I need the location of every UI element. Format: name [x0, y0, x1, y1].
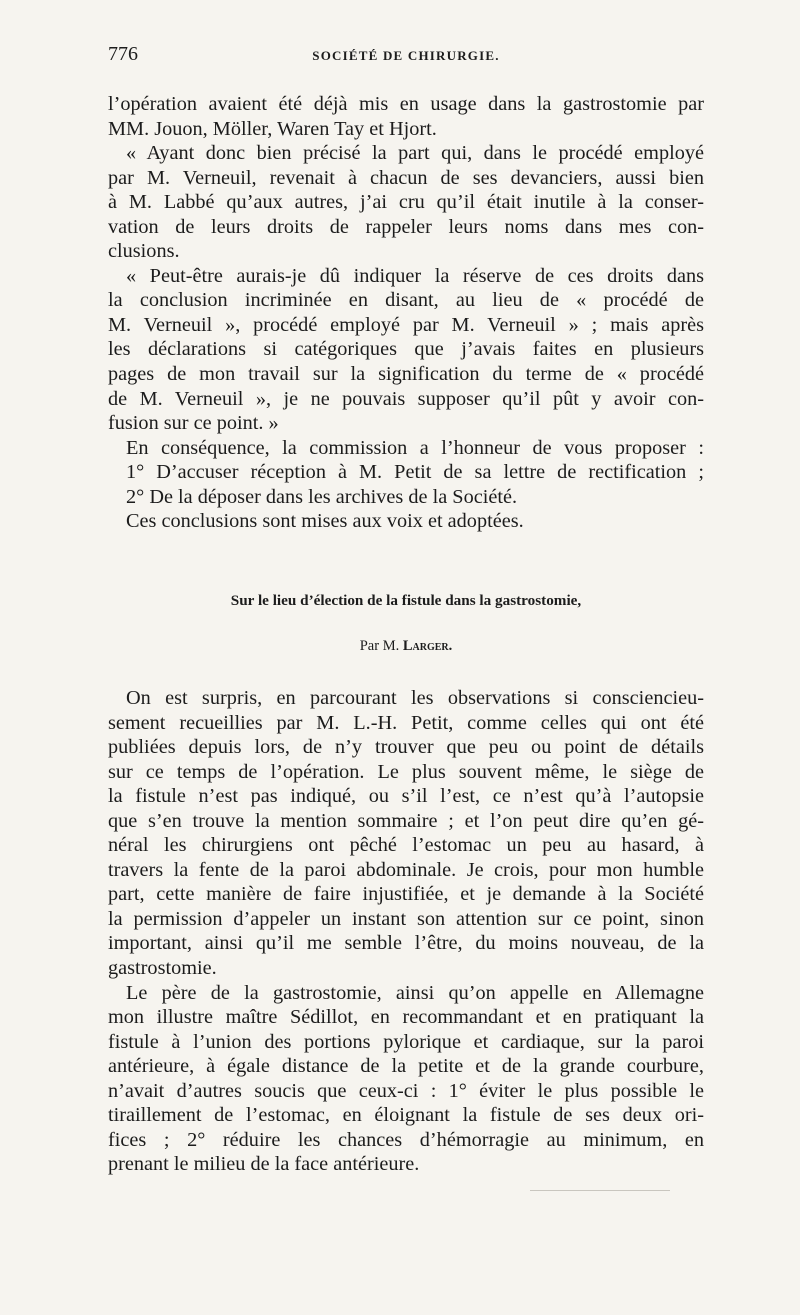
text-line: les déclarations si catégoriques que j’avais faites en plusieurs: [108, 338, 704, 361]
author-name: Larger.: [402, 638, 453, 654]
page-number: 776: [108, 43, 138, 65]
text-line: travers la fente de la paroi abdominale. Je crois, pour mon humble: [108, 858, 704, 881]
text-line: 2° De la déposer dans les archives de la Société.: [126, 485, 518, 508]
article-text: [108, 686, 704, 1177]
text-line: important, ainsi qu’il me semble l’être, du moins nouveau, de la: [108, 932, 704, 955]
text-line: sement recueillies par M. L.-H. Petit, comme celles qui ont été: [108, 711, 704, 734]
text-line: « Ayant donc bien précisé la part qui, dans le procédé employé: [126, 142, 704, 165]
text-line: Le père de la gastrostomie, ainsi qu’on appelle en Allemagne: [126, 981, 704, 1004]
text-line: Ces conclusions sont mises aux voix et adoptées.: [126, 510, 524, 533]
text-line: de M. Verneuil », je ne pouvais supposer qu’il pût y avoir con-: [108, 387, 704, 410]
text-line: la fistule n’est pas indiqué, ou s’il l’est, ce n’est qu’à l’autopsie: [108, 785, 704, 808]
text-line: « Peut-être aurais-je dû indiquer la réserve de ces droits dans: [126, 264, 704, 287]
page-header: [108, 43, 704, 69]
text-line: 1° D’accuser réception à M. Petit de sa lettre de rectification ;: [126, 461, 704, 484]
text-line: sur ce temps de l’opération. Le plus souvent même, le siège de: [108, 760, 704, 783]
text-line: gastrostomie.: [108, 957, 217, 980]
text-line: part, cette manière de faire injustifiée, et je demande à la Société: [108, 883, 704, 906]
text-line: la permission d’appeler un instant son attention sur ce point, sinon: [108, 907, 704, 930]
section-author: [108, 638, 704, 655]
text-line: M. Verneuil », procédé employé par M. Verneuil » ; mais après: [108, 313, 704, 336]
author-prefix: Par M.: [359, 638, 403, 654]
text-line: tiraillement de l’estomac, en éloignant la fistule de ses deux ori-: [108, 1104, 704, 1127]
text-line: MM. Jouon, Möller, Waren Tay et Hjort.: [108, 117, 437, 140]
text-line: fistule à l’union des portions pylorique et cardiaque, sur la paroi: [108, 1030, 704, 1053]
bottom-rule: [530, 1190, 670, 1191]
text-line: vation de leurs droits de rappeler leurs noms dans mes con-: [108, 215, 704, 238]
text-line: antérieure, à égale distance de la petite et de la grande courbure,: [108, 1055, 704, 1078]
section-title: Sur le lieu d’élection de la fistule dans la gastrostomie,: [230, 592, 582, 609]
running-head: SOCIÉTÉ DE CHIRURGIE.: [312, 48, 500, 63]
text-line: clusions.: [108, 240, 180, 263]
text-line: En conséquence, la commission a l’honneur de vous proposer :: [126, 436, 704, 459]
text-line: que s’en trouve la mention sommaire ; et l’on peut dire qu’en gé-: [108, 809, 704, 832]
text-line: prenant le milieu de la face antérieure.: [108, 1153, 420, 1176]
text-line: néral les chirurgiens ont pêché l’estomac un peu au hasard, à: [108, 834, 704, 857]
text-line: par M. Verneuil, revenait à chacun de ses devanciers, aussi bien: [108, 166, 704, 189]
report-text: [108, 92, 704, 534]
text-line: la conclusion incriminée en disant, au lieu de « procédé de: [108, 289, 704, 312]
text-line: publiées depuis lors, de n’y trouver que peu ou point de détails: [108, 736, 704, 759]
text-line: n’avait d’autres soucis que ceux-ci : 1° éviter le plus possible le: [108, 1079, 704, 1102]
text-line: fices ; 2° réduire les chances d’hémorragie au minimum, en: [108, 1128, 704, 1151]
text-line: à M. Labbé qu’aux autres, j’ai cru qu’il était inutile à la conser-: [108, 191, 704, 214]
text-line: fusion sur ce point. »: [108, 412, 279, 435]
text-line: pages de mon travail sur la signification du terme de « procédé: [108, 363, 704, 386]
text-line: On est surpris, en parcourant les observations si consciencieu-: [126, 687, 704, 709]
text-line: l’opération avaient été déjà mis en usage dans la gastrostomie par: [108, 93, 704, 115]
text-line: mon illustre maître Sédillot, en recommandant et en pratiquant la: [108, 1006, 704, 1029]
